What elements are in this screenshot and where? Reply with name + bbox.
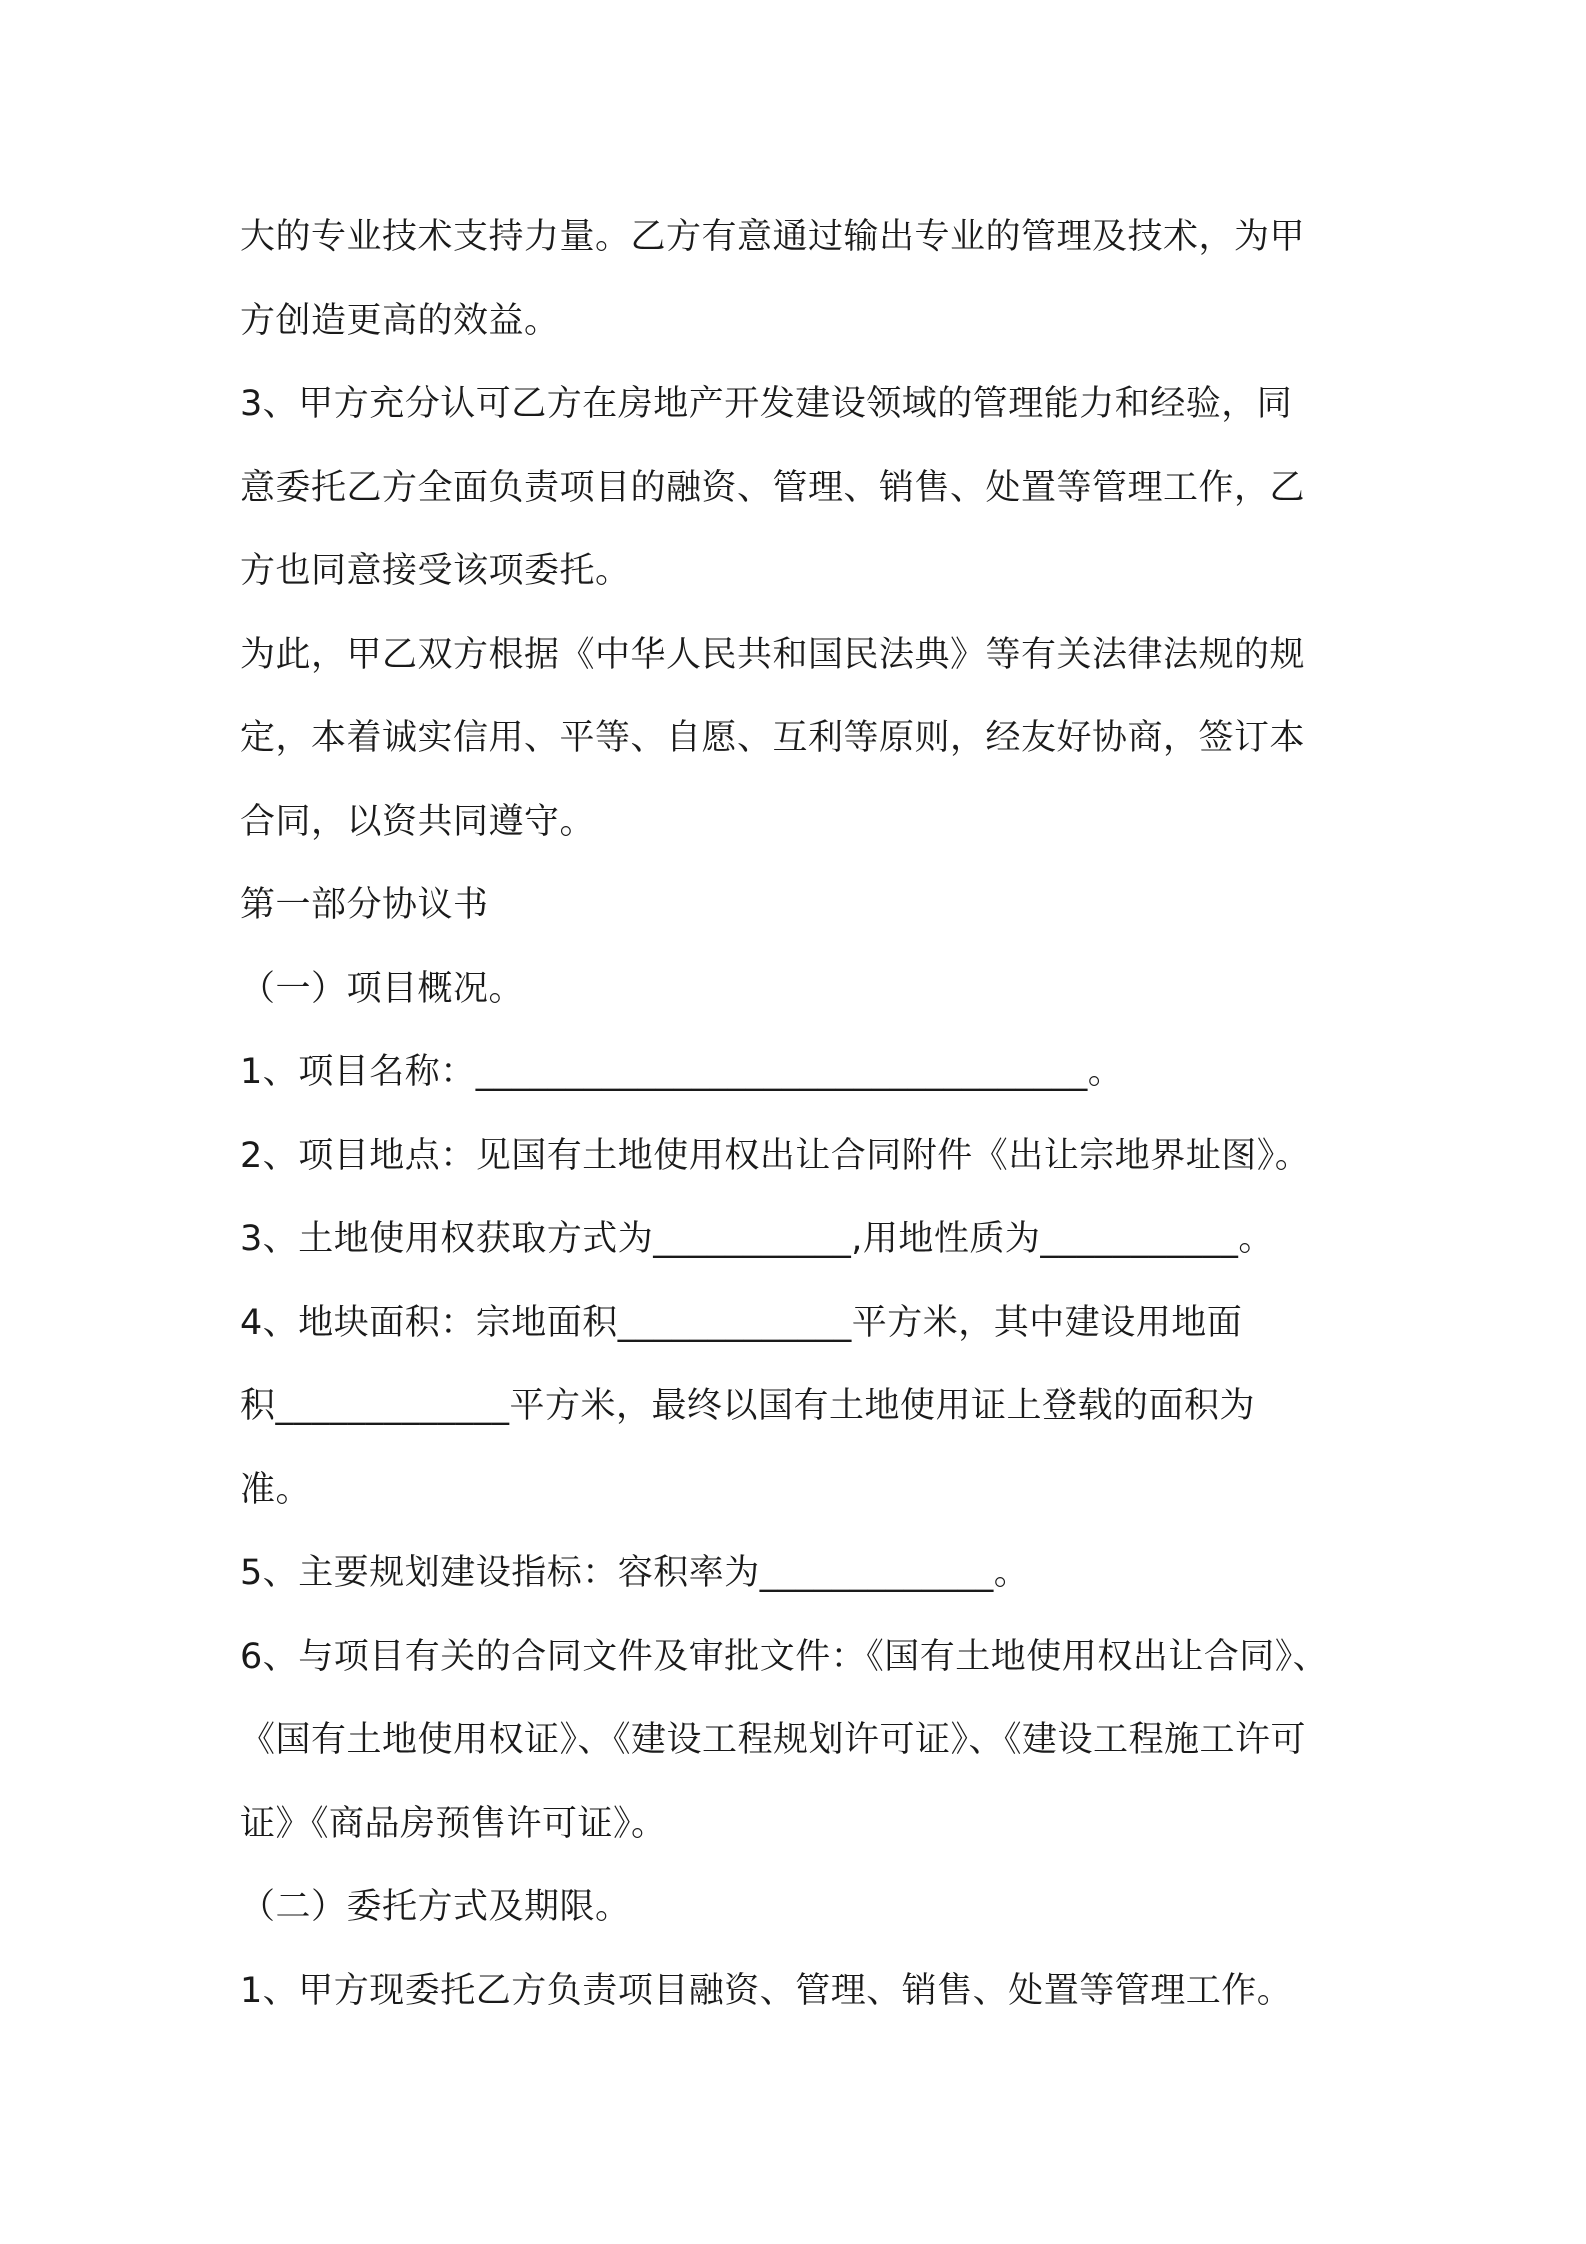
text-line: 准。: [240, 1469, 312, 1510]
text-line: 定，本着诚实信用、平等、自愿、互利等原则，经友好协商，签订本: [240, 718, 1306, 758]
text-line: 3、甲方充分认可乙方在房地产开发建设领域的管理能力和经验，同: [240, 384, 1293, 424]
text-line: 1、甲方现委托乙方负责项目融资、管理、销售、处置等管理工作。: [240, 1970, 1293, 2011]
text-line: 1、项目名称：__________________________________。: [240, 1052, 1124, 1092]
text-line: 方也同意接受该项委托。: [240, 551, 631, 591]
text-line: 大的专业技术支持力量。乙方有意通过输出专业的管理及技术，为甲: [240, 217, 1306, 257]
document-body: [240, 196, 1370, 2033]
text-line: 3、土地使用权获取方式为___________,用地性质为___________。: [240, 1219, 1274, 1259]
text-line: 《国有土地使用权证》、《建设工程规划许可证》、《建设工程施工许可: [240, 1720, 1307, 1760]
subsection-heading: （一）项目概况。: [240, 968, 525, 1009]
text-line: 2、项目地点：见国有土地使用权出让合同附件《出让宗地界址图》。: [240, 1135, 1311, 1176]
text-line: 6、与项目有关的合同文件及审批文件：《国有土地使用权出让合同》、: [240, 1636, 1329, 1677]
text-line: 5、主要规划建设指标：容积率为_____________。: [240, 1553, 1030, 1593]
text-line: 意委托乙方全面负责项目的融资、管理、销售、处置等管理工作，乙: [240, 467, 1306, 508]
section-heading: 第一部分协议书: [240, 885, 489, 925]
text-line: 证》《商品房预售许可证》。: [240, 1803, 667, 1844]
text-line: 合同，以资共同遵守。: [240, 801, 596, 842]
text-line: 积_____________平方米，最终以国有土地使用证上登载的面积为: [240, 1386, 1256, 1426]
subsection-heading: （二）委托方式及期限。: [240, 1887, 631, 1927]
text-line: 4、地块面积：宗地面积_____________平方米，其中建设用地面: [240, 1302, 1243, 1343]
text-line: 为此，甲乙双方根据《中华人民共和国民法典》等有关法律法规的规: [240, 634, 1306, 675]
text-line: 方创造更高的效益。: [240, 300, 560, 341]
